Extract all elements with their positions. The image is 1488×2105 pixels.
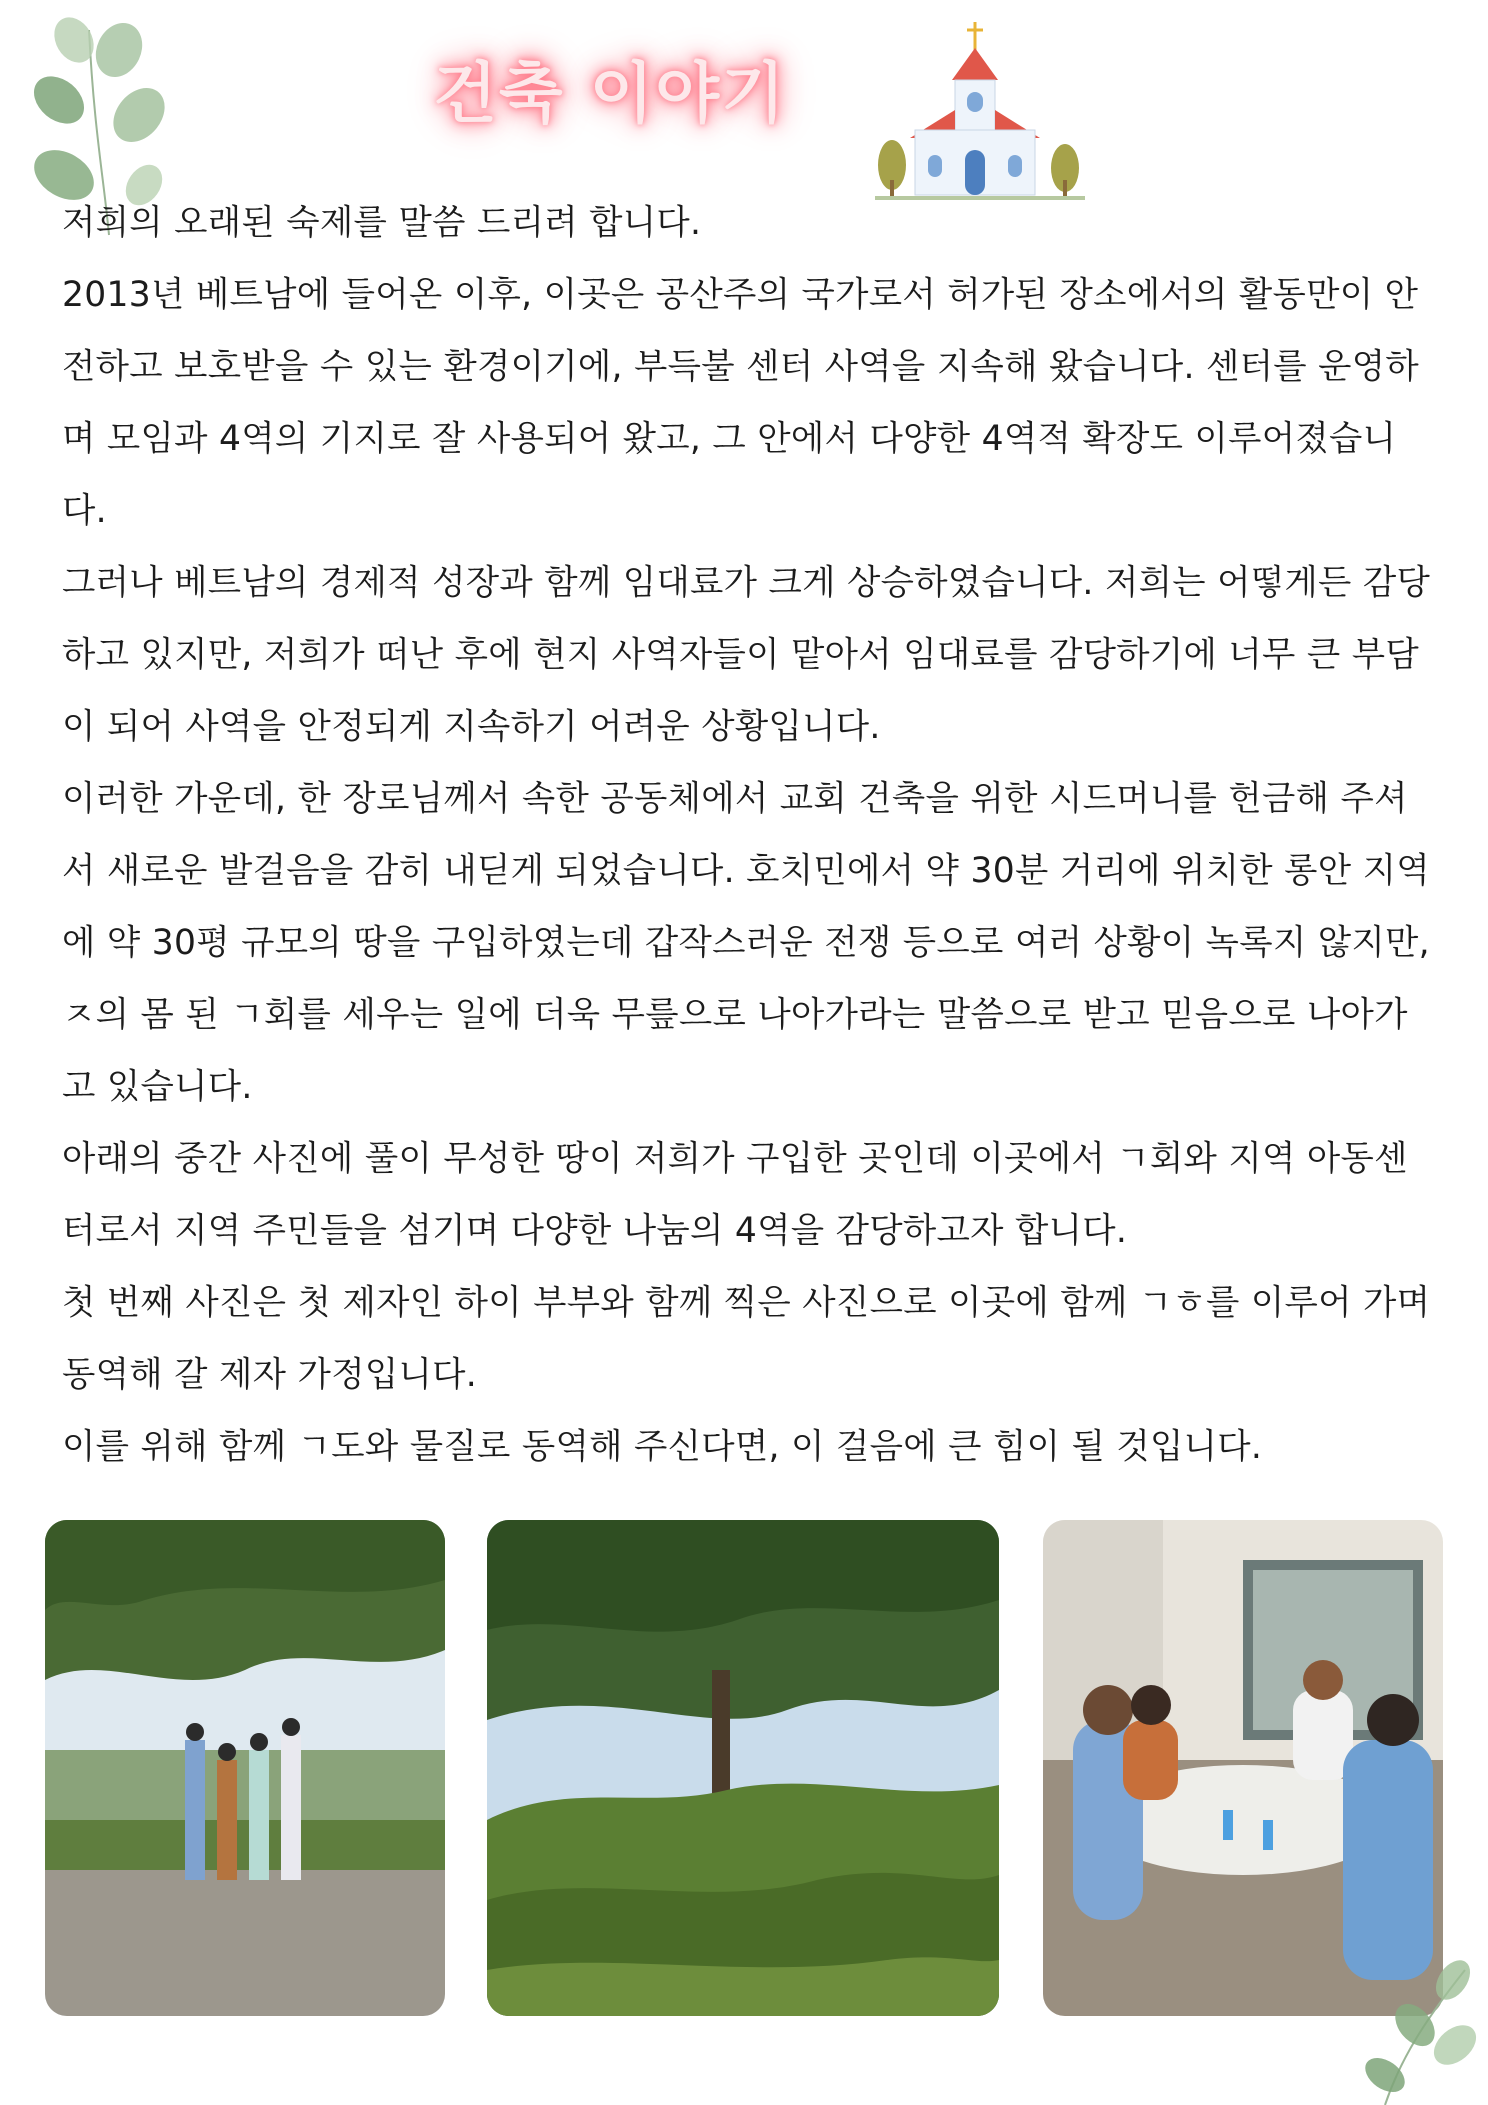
paragraph: 이를 위해 함께 ㄱ도와 물질로 동역해 주신다면, 이 걸음에 큰 힘이 될 것입니다.: [62, 1427, 1263, 1467]
photo-overgrown-land: [487, 1520, 999, 2016]
paragraph: 2013년 베트남에 들어온 이후, 이곳은 공산주의 국가로서 허가된 장소에서의 활동만이 안전하고 보호받을 수 있는 환경이기에, 부득불 센터 사역을 지속해 왔습니다. 센터를 운영하며 모임과 4역의 기지로 잘 사용되어 왔고, 그 안에서 다양한 4역적 확장도 이루어졌습니다.: [62, 275, 1420, 531]
article-body: [62, 187, 1432, 1483]
paragraph: 이러한 가운데, 한 장로님께서 속한 공동체에서 교회 건축을 위한 시드머니를 헌금해 주셔서 새로운 발걸음을 감히 내딛게 되었습니다. 호치민에서 약 30분 거리에 위치한 롱안 지역에 약 30평 규모의 땅을 구입하였는데 갑작스러운 전쟁 등으로 여러 상황이 녹록지 않지만, ㅈ의 몸 된 ㄱ회를 세우는 일에 더욱 무릎으로 나아가라는 말씀으로 받고 믿음으로 나아가고 있습니다.: [62, 779, 1430, 1107]
paragraph: 첫 번째 사진은 첫 제자인 하이 부부와 함께 찍은 사진으로 이곳에 함께 ㄱㅎ를 이루어 가며 동역해 갈 제자 가정입니다.: [62, 1283, 1431, 1395]
leaf-branch-icon: [1345, 1950, 1485, 2105]
church-icon: [870, 20, 1090, 210]
photo-meeting-table: [1043, 1520, 1443, 2016]
photo-group-under-tree: [45, 1520, 445, 2016]
paragraph: 아래의 중간 사진에 풀이 무성한 땅이 저희가 구입한 곳인데 이곳에서 ㄱ회와 지역 아동센터로서 지역 주민들을 섬기며 다양한 나눔의 4역을 감당하고자 합니다.: [62, 1139, 1408, 1251]
page-title: 건축 이야기: [433, 55, 787, 132]
paragraph: 그러나 베트남의 경제적 성장과 함께 임대료가 크게 상승하였습니다. 저희는 어떻게든 감당하고 있지만, 저희가 떠난 후에 현지 사역자들이 맡아서 임대료를 감당하기에 너무 큰 부담이 되어 사역을 안정되게 지속하기 어려운 상황입니다.: [62, 563, 1431, 747]
paragraph: 저희의 오래된 숙제를 말씀 드리려 합니다.: [62, 203, 702, 243]
